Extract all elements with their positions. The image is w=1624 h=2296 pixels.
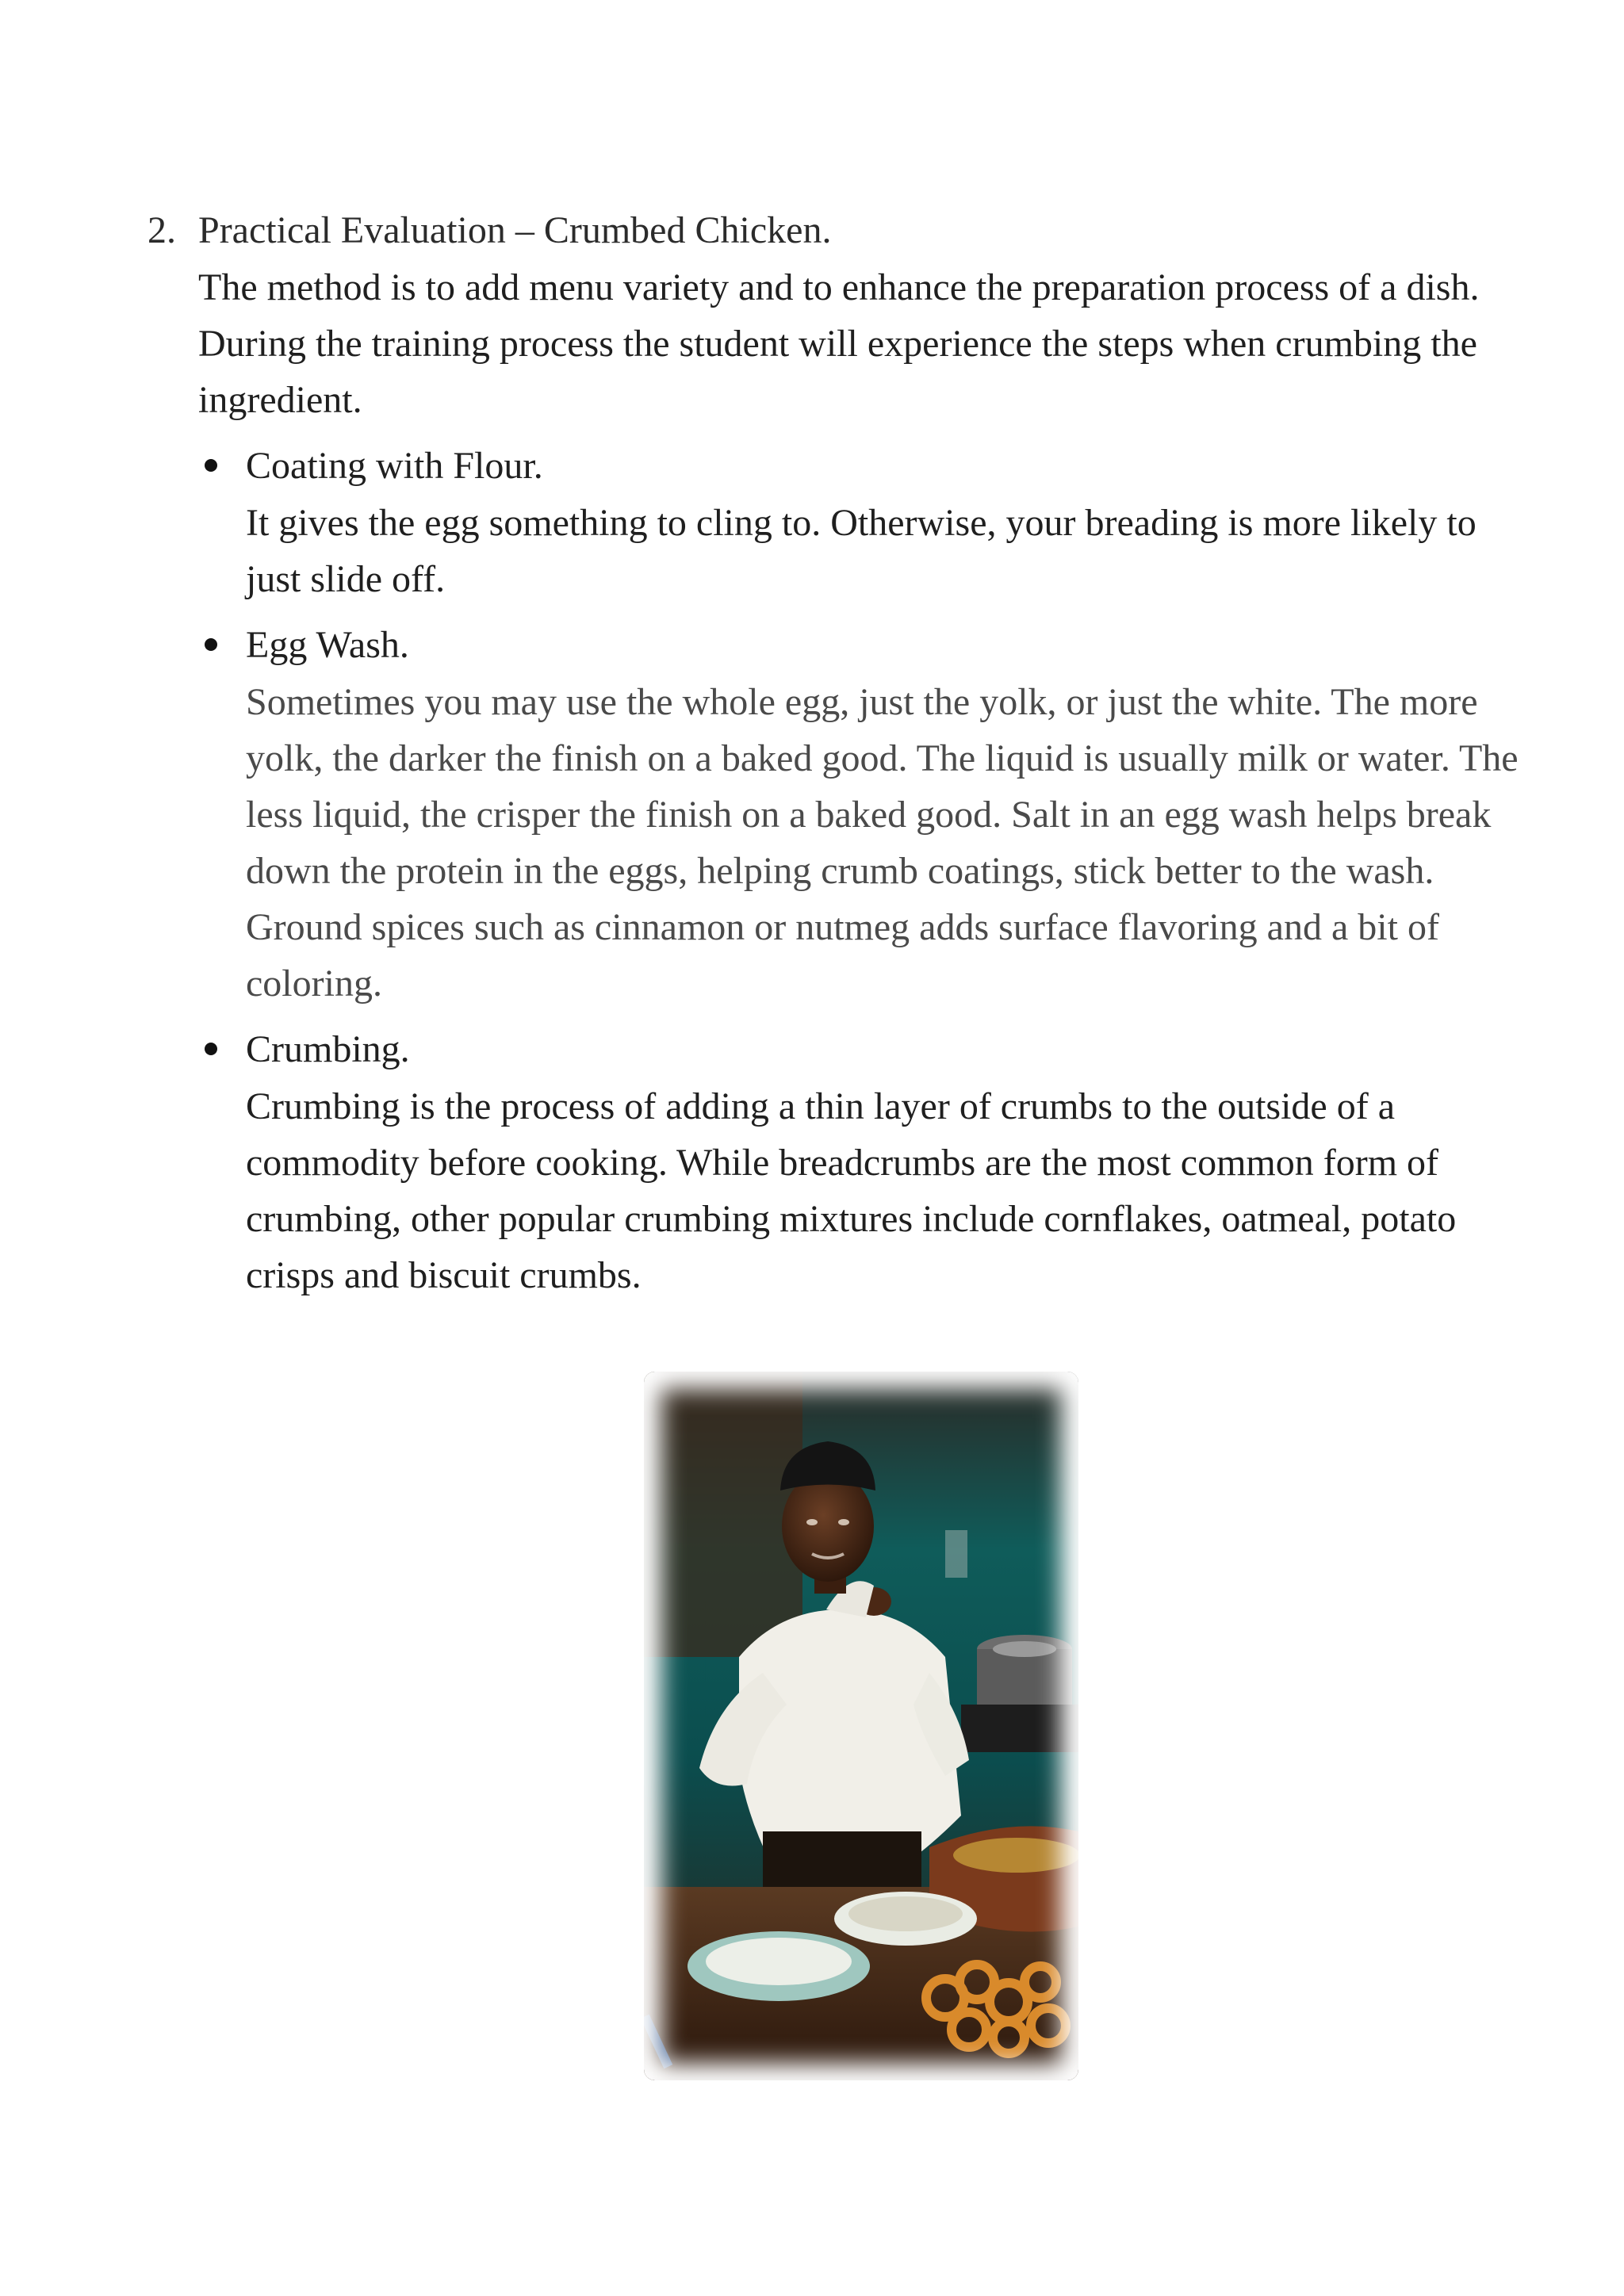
section-heading — [147, 202, 1527, 259]
section-number: 2. — [147, 209, 176, 251]
bullet-text: It gives the egg something to cling to. Otherwise, your breading is more likely to just slide off. — [246, 502, 1477, 600]
bullet-item-crumbing — [246, 1021, 1527, 1303]
chef-photo-illustration — [644, 1372, 1078, 2080]
document-content — [147, 202, 1527, 1313]
chef-photo — [644, 1372, 1078, 2080]
bullet-icon — [205, 638, 217, 651]
section-title: Practical Evaluation – Crumbed Chicken. — [198, 209, 832, 251]
bullet-icon — [205, 459, 217, 472]
bullet-item-coating — [246, 438, 1527, 607]
bullet-icon — [205, 1043, 217, 1055]
bullet-item-egg-wash — [246, 617, 1527, 1012]
bullet-title: Coating with Flour. — [246, 445, 543, 487]
bullet-text: Sometimes you may use the whole egg, just the yolk, or just the white. The more yolk, the darker the finish on a baked good. The liquid is usually milk or water. The less liquid, the crisper the finish on a baked good. Salt in an egg wash helps break down the protein in the eggs, helping crumb coatings, stick better to the wash. Ground spices such as cinnamon or nutmeg adds surface flavoring and a bit of coloring. — [246, 681, 1519, 1004]
section-intro: The method is to add menu variety and to enhance the preparation process of a dish. During the training process the student will experience the steps when crumbing the ingredient. — [198, 266, 1480, 421]
bullet-title: Crumbing. — [246, 1028, 410, 1070]
bullet-list — [147, 438, 1527, 1303]
bullet-title: Egg Wash. — [246, 624, 409, 666]
bullet-text: Crumbing is the process of adding a thin layer of crumbs to the outside of a commodity before cooking. While breadcrumbs are the most common form of crumbing, other popular crumbing mixtures include cornflakes, oatmeal, potato crisps and biscuit crumbs. — [246, 1085, 1457, 1296]
